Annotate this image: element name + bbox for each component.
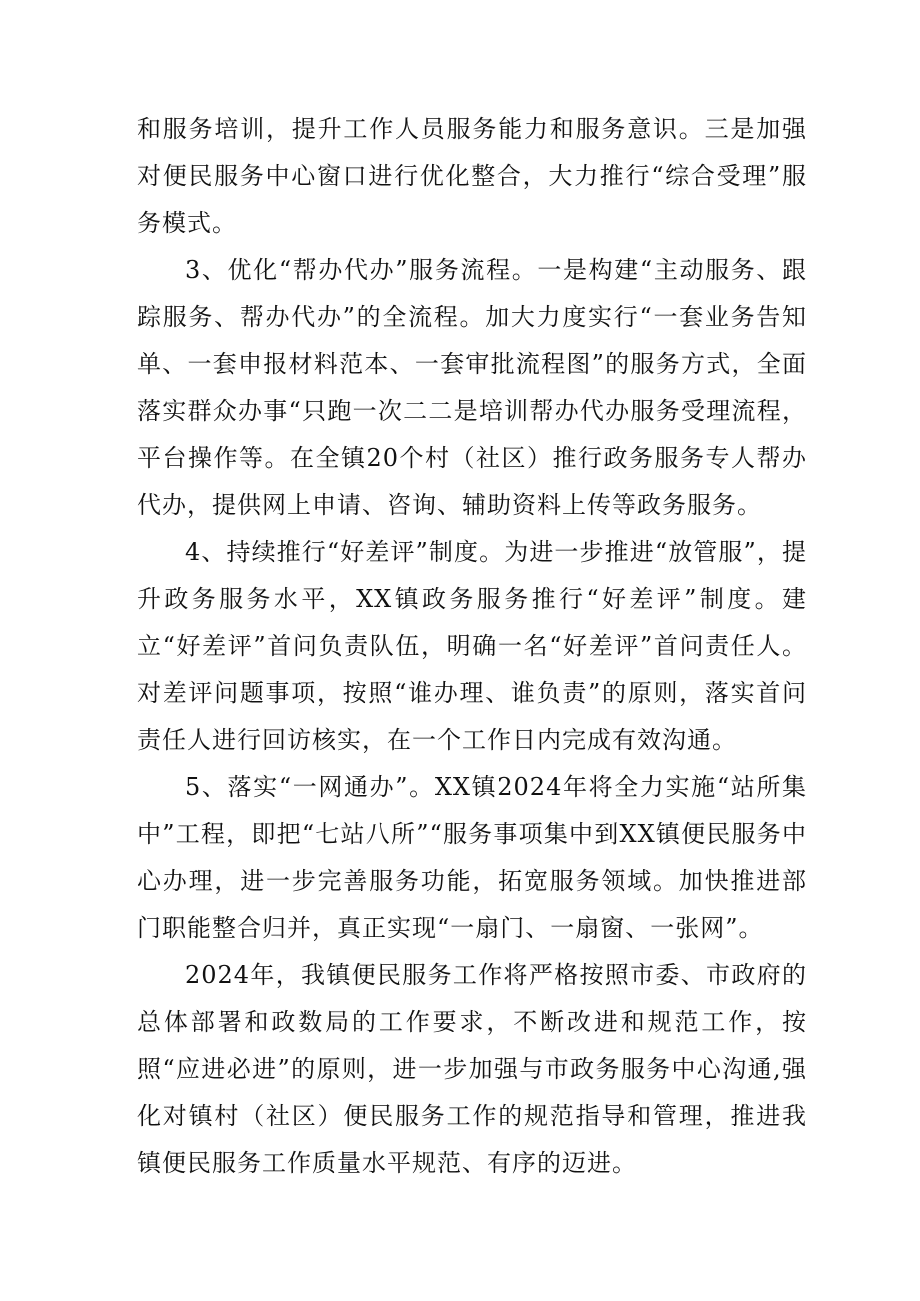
- paragraph-summary: 2024年，我镇便民服务工作将严格按照市委、市政府的总体部署和政数局的工作要求，不断改进和规范工作，按照“应进必进”的原则，进一步加强与市政务服务中心沟通,强化对镇村（社区）便民服务工作的规范指导和管理，推进我镇便民服务工作质量水平规范、有序的迈进。: [137, 961, 807, 1177]
- paragraph-continuation: 和服务培训，提升工作人员服务能力和服务意识。三是加强对便民服务中心窗口进行优化整合，大力推行“综合受理”服务模式。: [137, 115, 807, 237]
- document-body: [137, 106, 807, 1187]
- paragraph-item-4: 4、持续推行“好差评”制度。为进一步推进“放管服”，提升政务服务水平，XX镇政务服务推行“好差评”制度。建立“好差评”首问负责队伍，明确一名“好差评”首问责任人。对差评问题事项，按照“谁办理、谁负责”的原则，落实首问责任人进行回访核实，在一个工作日内完成有效沟通。: [137, 538, 807, 754]
- paragraph-item-5: 5、落实“一网通办”。XX镇2024年将全力实施“站所集中”工程，即把“七站八所”“服务事项集中到XX镇便民服务中心办理，进一步完善服务功能，拓宽服务领域。加快推进部门职能整合归并，真正实现“一扇门、一扇窗、一张网”。: [137, 773, 807, 942]
- paragraph-item-3: 3、优化“帮办代办”服务流程。一是构建“主动服务、跟踪服务、帮办代办”的全流程。加大力度实行“一套业务告知单、一套申报材料范本、一套审批流程图”的服务方式，全面落实群众办事“只跑一次二二是培训帮办代办服务受理流程，平台操作等。在全镇20个村（社区）推行政务服务专人帮办代办，提供网上申请、咨询、辅助资料上传等政务服务。: [137, 256, 807, 519]
